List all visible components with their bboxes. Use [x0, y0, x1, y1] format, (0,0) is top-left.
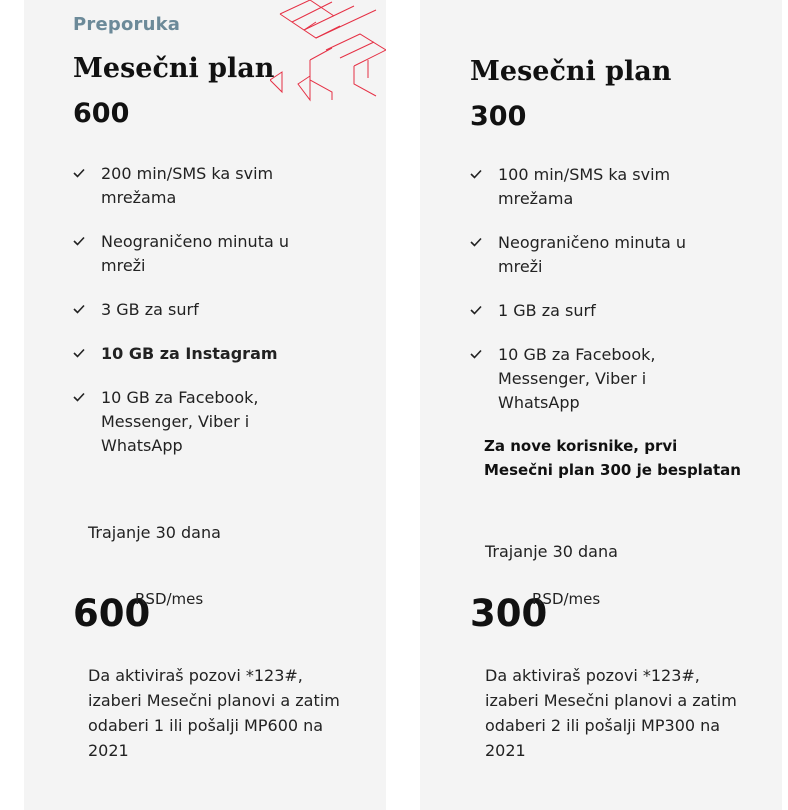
feature-text: 10 GB za Instagram	[101, 344, 278, 363]
price-unit: RSD/mes	[135, 590, 204, 608]
list-item	[470, 231, 710, 279]
plan-price	[470, 590, 601, 635]
feature-text: 1 GB za surf	[498, 301, 596, 320]
feature-text: 200 min/SMS ka svim mrežama	[101, 164, 274, 207]
list-item	[73, 230, 313, 278]
plan-title-line1: Mesečni plan	[470, 56, 672, 87]
feature-text: 100 min/SMS ka svim mrežama	[498, 165, 671, 208]
list-item	[470, 343, 710, 415]
list-item	[73, 162, 313, 210]
recommended-badge: Preporuka	[73, 14, 181, 35]
activation-instructions: Da aktiviraš pozovi *123#, izaberi Mesečni planovi a zatim odaberi 1 ili pošalji MP600 na 2021	[88, 666, 340, 760]
checkmark-icon	[73, 304, 85, 314]
feature-text: 3 GB za surf	[101, 300, 199, 319]
checkmark-icon	[73, 392, 85, 402]
plan-title-line2: 300	[470, 101, 527, 132]
checkmark-icon	[470, 305, 482, 315]
plan-duration: Trajanje 30 dana	[485, 542, 618, 561]
list-item	[73, 298, 313, 322]
promo-note: Za nove korisnike, prvi Mesečni plan 300 je besplatan	[484, 437, 741, 479]
plan-title	[470, 49, 671, 139]
plan-price	[73, 590, 204, 635]
checkmark-icon	[73, 236, 85, 246]
plan-duration: Trajanje 30 dana	[88, 523, 221, 542]
checkmark-icon	[470, 169, 482, 179]
list-item	[73, 386, 313, 458]
checkmark-icon	[73, 168, 85, 178]
feature-text: Neograničeno minuta u mreži	[101, 232, 289, 275]
plan-title-line1: Mesečni plan	[73, 53, 275, 84]
price-value: 300	[470, 592, 548, 635]
checkmark-icon	[470, 349, 482, 359]
activation-instructions: Da aktiviraš pozovi *123#, izaberi Mesečni planovi a zatim odaberi 2 ili pošalji MP300 na 2021	[485, 666, 737, 760]
feature-list	[470, 163, 710, 415]
geometric-pattern-icon	[270, 0, 386, 104]
feature-text: 10 GB za Facebook, Messenger, Viber i WhatsApp	[101, 388, 259, 455]
plan-title-line2: 600	[73, 98, 130, 129]
plan-card-600	[24, 0, 386, 810]
checkmark-icon	[73, 348, 85, 358]
list-item	[470, 163, 710, 211]
feature-text: Neograničeno minuta u mreži	[498, 233, 686, 276]
checkmark-icon	[470, 237, 482, 247]
feature-list	[73, 162, 313, 458]
list-item	[470, 299, 710, 323]
price-value: 600	[73, 592, 151, 635]
plan-title	[73, 46, 274, 136]
feature-text: 10 GB za Facebook, Messenger, Viber i WhatsApp	[498, 345, 656, 412]
price-unit: RSD/mes	[532, 590, 601, 608]
plan-card-300	[420, 0, 782, 810]
list-item	[73, 342, 313, 366]
